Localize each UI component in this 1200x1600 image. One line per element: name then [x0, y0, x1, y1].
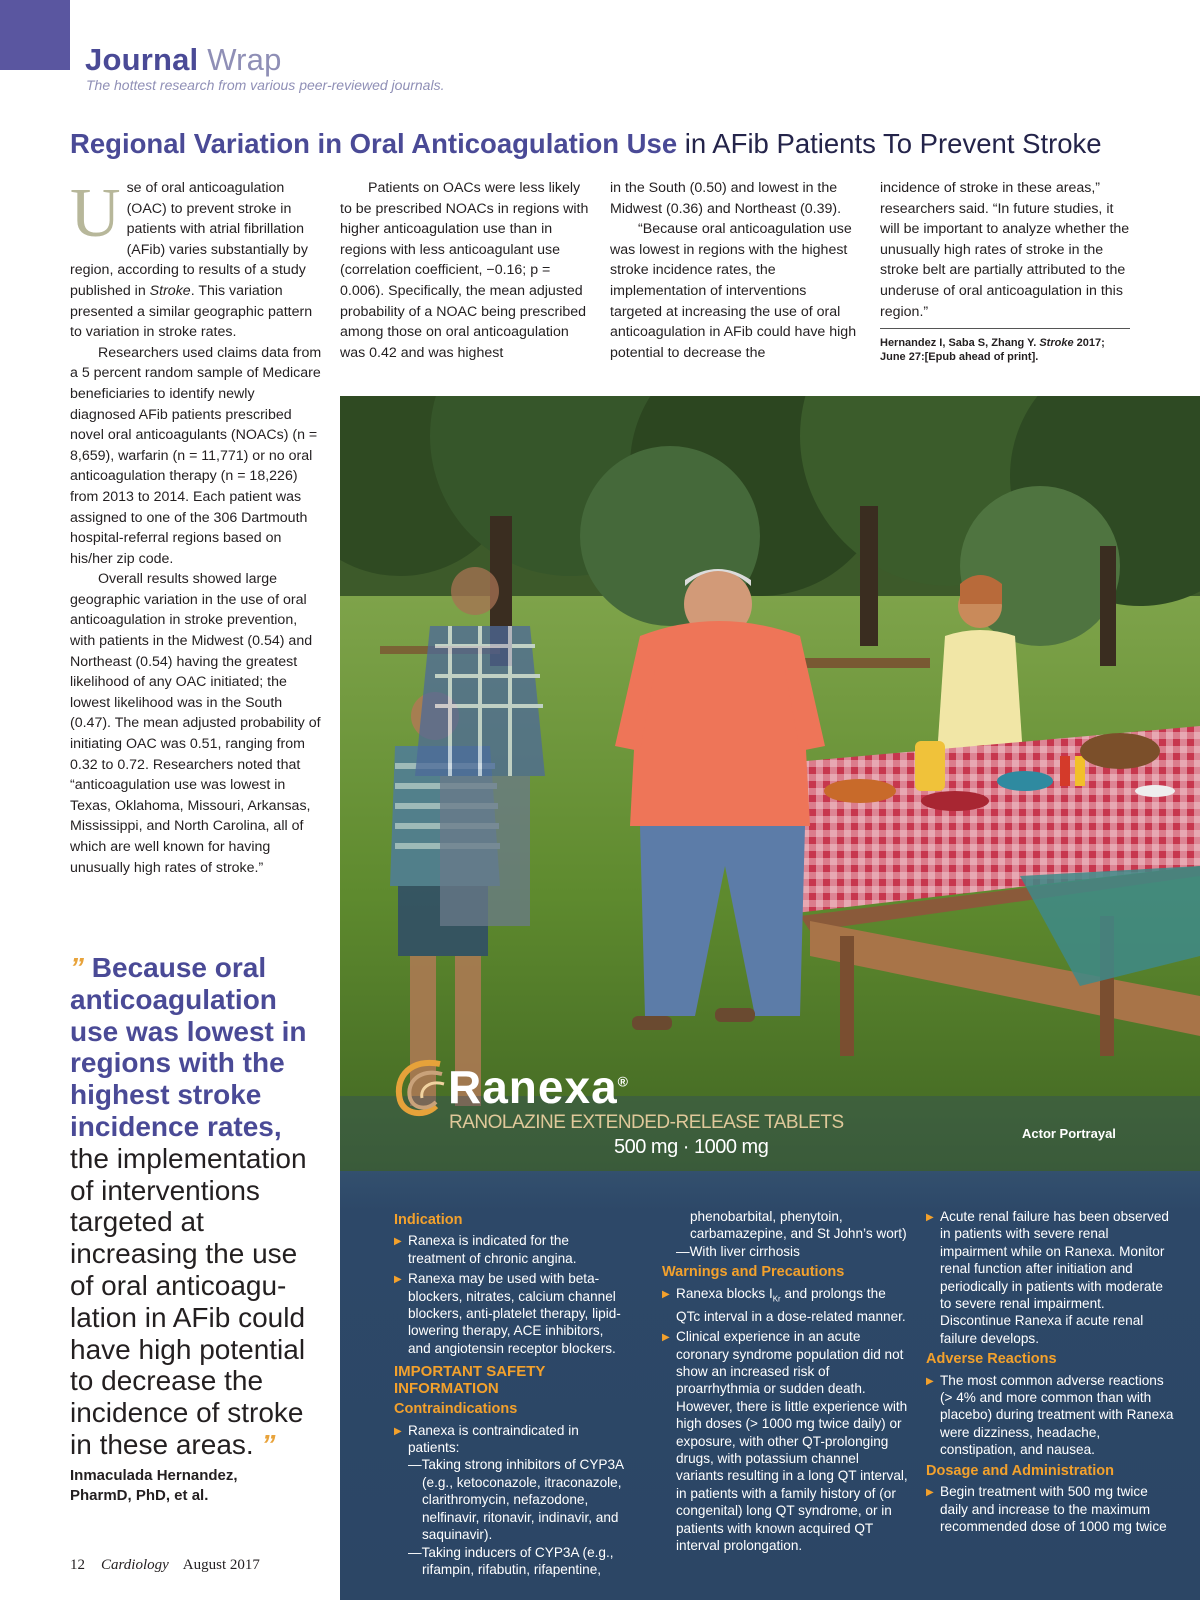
- dose-strengths: 500 mg · 1000 mg: [614, 1136, 769, 1158]
- page-folio: 12 Cardiology August 2017: [70, 1557, 260, 1573]
- brand-name: Ranexa®: [448, 1061, 629, 1113]
- section-subtitle: The hottest research from various peer-reviewed journals.: [86, 77, 445, 93]
- pi-subitem: —Taking inducers of CYP3A (e.g., rifampin, rifabutin, rifapentine,: [408, 1544, 614, 1577]
- quote-open-icon: ”: [70, 952, 84, 983]
- pi-subitem-continued: phenobarbital, phenytoin, carbamazepine, and St John’s wort): [690, 1209, 907, 1242]
- article-headline: Regional Variation in Oral Anticoagulation Use in AFib Patients To Prevent Stroke: [70, 128, 1102, 159]
- pi-bullet: ▶ The most common adverse reactions (> 4% and more common than with placebo) during treatment with Ranexa were dizziness, headache, constipation, and nausea.: [926, 1372, 1176, 1459]
- pull-quote: ” Because oral anticoagulation use was lowest in regions with the highest stroke incidence rates, the implementation of interventions targeted at increasing the use of oral anticoagulation in AFib could have high potential to decrease the incidence of stroke in these areas. ”: [70, 952, 307, 1460]
- pi-column-2: [662, 1208, 910, 1554]
- pi-bullet: ▶ Ranexa blocks $I_{Kr}$ and prolongs the QTc interval in a dose-related manner.: [662, 1285, 910, 1326]
- section-title: Journal Wrap: [85, 42, 282, 77]
- paragraph: Researchers used claims data from a 5 percent random sample of Medicare beneficiaries to identify newly diagnosed AFib patients prescribed novel oral anticoagulants (NOACs) (n = 8,659), warfarin (n = 11,771) or no oral anticoagulation therapy (n = 18,226) from 2013 to 2014. Each patient was assigned to one of the 306 Dartmouth hospital-referral regions based on his/her zip code.: [70, 344, 322, 567]
- dosage-heading: Dosage and Administration: [926, 1462, 1114, 1479]
- pi-subitem: —Taking strong inhibitors of CYP3A (e.g., ketoconazole, itraconazole, clarithromycin, nefazodone, nelfinavir, ritonavir, indinavir, and saquinavir).: [408, 1457, 624, 1543]
- paragraph: incidence of stroke in these areas,” researchers said. “In future studies, it will be important to analyze whether the unusually high rates of stroke in the stroke belt are partially attributed to the underuse of oral anticoagulation in this region.”: [880, 180, 1130, 320]
- contraindications-heading: Contraindications: [394, 1401, 518, 1418]
- paragraph: Patients on OACs were less likely to be prescribed NOACs in regions with higher anticoagulation use than in regions with less anticoagulant use (correlation coefficient, −0.16; p = 0.006). Specifically, the mean adjusted probability of a NOAC being prescribed among those on oral anticoagulation was 0.42 and was highest: [340, 180, 589, 361]
- citation: Hernandez I, Saba S, Zhang Y. Stroke 2017; June 27:[Epub ahead of print].: [880, 337, 1105, 364]
- paragraph: in the South (0.50) and lowest in the Midwest (0.36) and Northeast (0.39).: [610, 180, 842, 217]
- drop-cap: U: [70, 175, 121, 252]
- pi-bullet: ▶ Ranexa is contraindicated in patients:: [394, 1422, 626, 1457]
- actor-portrayal-note: Actor Portrayal: [1022, 1126, 1116, 1141]
- article-column-3: [610, 178, 860, 363]
- citation-rule: [880, 328, 1130, 364]
- isi-heading: IMPORTANT SAFETY INFORMATION: [394, 1363, 546, 1398]
- ranexa-advertisement: [340, 396, 1200, 1600]
- pi-bullet: ▶ Ranexa is indicated for the treatment of chronic angina.: [394, 1232, 626, 1267]
- section-color-block: [0, 0, 70, 70]
- pi-bullet: ▶ Ranexa may be used with beta-blockers, nitrates, calcium channel blockers, anti-platelet therapy, lipid-lowering therapy, ACE inhibitors, and angiotensin receptor blockers.: [394, 1270, 626, 1357]
- pi-bullet: ▶ Clinical experience in an acute coronary syndrome population did not show an increased risk of proarrhythmia or sudden death. However, there is little experience with high doses (> 1000 mg twice daily) or exposure, with other QT-prolonging drugs, with potassium channel variants resulting in a long QT interval, in patients with a family history of (or congenital) long QT syndrome, or in patients with known acquired QT interval prolongation.: [662, 1328, 910, 1554]
- article-column-1: [70, 175, 322, 878]
- quote-close-icon: ”: [261, 1428, 276, 1460]
- pi-column-1: [394, 1208, 626, 1578]
- paragraph: se of oral anticoagulation (OAC) to prevent stroke in patients with atrial fibrillation (AFib) varies substantially by region, according to results of a study published in Stroke. This variation presented a similar geographic pattern to variation in stroke rates.: [70, 180, 313, 341]
- article-column-4: [880, 178, 1130, 364]
- pi-column-3: [926, 1208, 1176, 1535]
- pull-quote-author: Inmaculada Hernandez, PharmD, PhD, et al.: [70, 1467, 238, 1504]
- article-column-2: [340, 178, 590, 363]
- paragraph: “Because oral anticoagulation use was lowest in regions with the highest stroke incidence rates, the implementation of interventions targeted at increasing the use of oral anticoagulation in AFib could have high potential to decrease the: [610, 221, 857, 361]
- warnings-heading: Warnings and Precautions: [662, 1264, 845, 1281]
- ranexa-logo-icon: [392, 1056, 450, 1118]
- indication-heading: Indication: [394, 1212, 463, 1228]
- adverse-reactions-heading: Adverse Reactions: [926, 1351, 1057, 1368]
- pi-bullet: ▶ Acute renal failure has been observed in patients with severe renal impairment while on Ranexa. Monitor renal function after initiation and periodically in patients with moderate to severe renal impairment. Discontinue Ranexa if acute renal failure develops.: [926, 1208, 1176, 1347]
- pi-subitem: —With liver cirrhosis: [676, 1243, 800, 1259]
- pi-bullet: ▶ Begin treatment with 500 mg twice daily and increase to the maximum recommended dose of 1000 mg twice: [926, 1483, 1176, 1535]
- paragraph: Overall results showed large geographic variation in the use of oral anticoagulation in stroke prevention, with patients in the Midwest (0.54) and Northeast (0.54) having the greatest likelihood of any OAC initiated; the lowest likelihood was in the South (0.47). The mean adjusted probability of initiating OAC was 0.51, ranging from 0.32 to 0.72. Researchers noted that “anticoagulation use was lowest in Texas, Oklahoma, Missouri, Arkansas, Mississippi, and North Carolina, all of which are well known for having unusually high rates of stroke.”: [70, 571, 321, 876]
- generic-name: RANOLAZINE EXTENDED-RELEASE TABLETS: [449, 1112, 844, 1133]
